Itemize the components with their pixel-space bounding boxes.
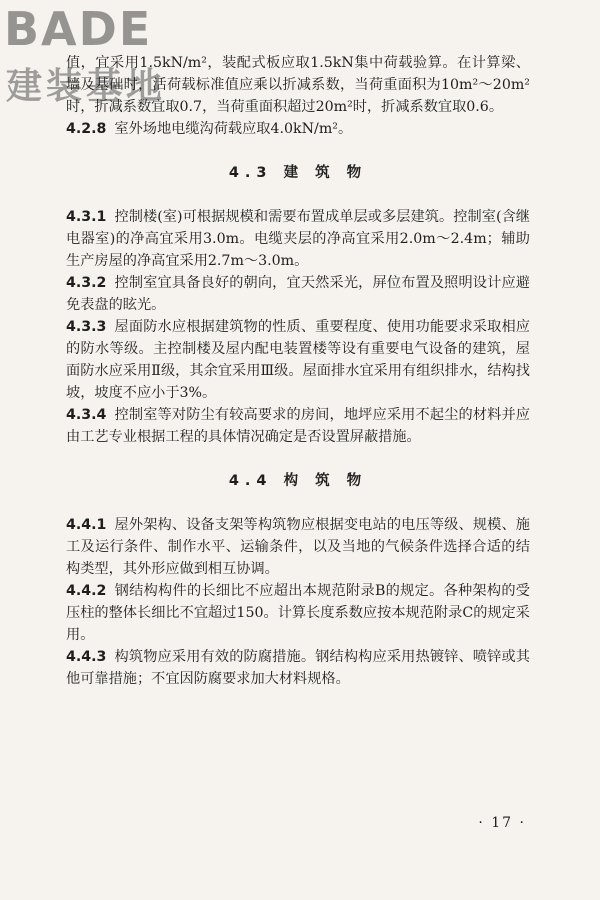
watermark-latin: BADE [4, 2, 153, 56]
clause-4-3-2 [66, 272, 530, 316]
section-title-4-3: 4.3 建 筑 物 [228, 165, 368, 181]
clause-text: 构筑物应采用有效的防腐措施。钢结构构应采用热镀锌、喷锌或其他可靠措施；不宜因防腐要求加大材料规格。 [66, 649, 530, 687]
clause-text: 控制楼(室)可根据规模和需要布置成单层或多层建筑。控制室(含继电器室)的净高宜采用3.0m。电缆夹层的净高宜采用2.0m～2.4m；辅助生产房屋的净高宜采用2.7m～3.0m。 [66, 209, 530, 269]
clause-text: 控制室宜具备良好的朝向，宜天然采光，屏位布置及照明设计应避免表盘的眩光。 [66, 275, 530, 313]
clause-4-4-3 [66, 646, 530, 690]
clause-4-2-8 [66, 118, 530, 140]
clause-text: 钢结构构件的长细比不应超出本规范附录B的规定。各种架构的受压柱的整体长细比不宜超过150。计算长度系数应按本规范附录C的规定采用。 [66, 583, 530, 643]
clause-text: 控制室等对防尘有较高要求的房间，地坪应采用不起尘的材料并应由工艺专业根据工程的具体情况确定是否设置屏蔽措施。 [66, 407, 530, 445]
clause-number: 4.3.2 [66, 275, 107, 291]
clause-text: 室外场地电缆沟荷载应取4.0kN/m²。 [114, 121, 353, 137]
clause-number: 4.4.2 [66, 583, 107, 599]
document-body [66, 52, 530, 690]
paragraph-text: 值，宜采用1.5kN/m²，装配式板应取1.5kN集中荷载验算。在计算梁、墙及基础时，活荷载标准值应乘以折减系数，当荷重面积为10m²～20m²时，折减系数宜取0.7，当荷重面积超过20m²时，折减系数宜取0.6。 [66, 55, 530, 115]
clause-number: 4.3.3 [66, 319, 107, 335]
watermark-chinese: 建装基地 [6, 66, 167, 107]
clause-text: 屋面防水应根据建筑物的性质、重要程度、使用功能要求采取相应的防水等级。主控制楼及屋内配电装置楼等设有重要电气设备的建筑，屋面防水应采用Ⅱ级，其余宜采用Ⅲ级。屋面排水宜采用有组织排水，结构找坡，坡度不应小于3%。 [66, 319, 530, 401]
clause-number: 4.4.1 [66, 517, 107, 533]
clause-4-4-2 [66, 580, 530, 646]
section-title-4-4: 4.4 构 筑 物 [228, 473, 368, 489]
page-number: · 17 · [478, 815, 526, 831]
clause-4-3-3 [66, 316, 530, 404]
clause-4-3-4 [66, 404, 530, 448]
clause-number: 4.3.1 [66, 209, 107, 225]
clause-number: 4.4.3 [66, 649, 107, 665]
clause-text: 屋外架构、设备支架等构筑物应根据变电站的电压等级、规模、施工及运行条件、制作水平、运输条件，以及当地的气候条件选择合适的结构类型，其外形应做到相互协调。 [66, 517, 530, 577]
clause-number: 4.3.4 [66, 407, 107, 423]
clause-4-3-1 [66, 206, 530, 272]
clause-number: 4.2.8 [66, 121, 107, 137]
clause-4-4-1 [66, 514, 530, 580]
paragraph-continuation [66, 52, 530, 118]
